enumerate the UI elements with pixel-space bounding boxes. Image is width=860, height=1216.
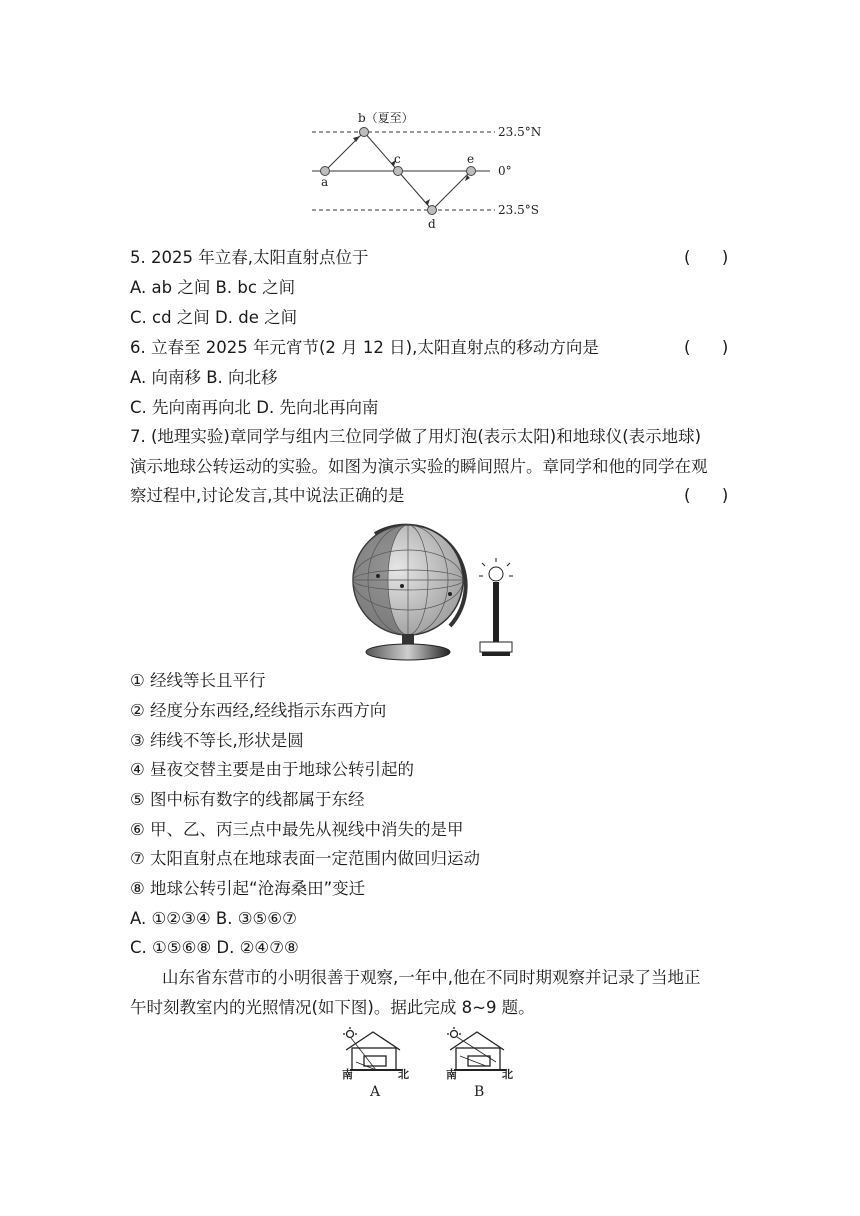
q5-stem: 5. 2025 年立春,太阳直射点位于 xyxy=(130,248,369,267)
q6-options-cd: C. 先向南再向北 D. 先向北再向南 xyxy=(130,398,379,417)
point-b xyxy=(360,128,369,137)
classroom-light-diagram xyxy=(336,1026,526,1102)
q7-statement-7: ⑦ 太阳直射点在地球表面一定范围内做回归运动 xyxy=(130,849,481,868)
q6-stem: 6. 立春至 2025 年元宵节(2 月 12 日),太阳直射点的移动方向是 xyxy=(130,338,599,357)
q7-statement-1: ① 经线等长且平行 xyxy=(130,671,266,690)
globe-lamp-photo xyxy=(340,516,530,664)
lat-equator-label: 0° xyxy=(498,164,512,178)
house-a-north: 北 xyxy=(398,1068,409,1081)
globe-base xyxy=(366,644,450,660)
lamp xyxy=(479,558,513,581)
q7-statement-4: ④ 昼夜交替主要是由于地球公转引起的 xyxy=(130,760,415,779)
globe-point-3 xyxy=(448,592,452,596)
q5-options-ab: A. ab 之间 B. bc 之间 xyxy=(130,278,296,297)
q6-options-ab: A. 向南移 B. 向北移 xyxy=(130,368,278,387)
intro-8-9-line2: 午时刻教室内的光照情况(如下图)。据此完成 8~9 题。 xyxy=(130,998,535,1017)
q7-statement-2: ② 经度分东西经,经线指示东西方向 xyxy=(130,701,387,720)
house-a-south: 南 xyxy=(342,1068,353,1081)
q7-statement-5: ⑤ 图中标有数字的线都属于东经 xyxy=(130,790,365,809)
q7-stem-line3: 察过程中,讨论发言,其中说法正确的是 xyxy=(130,486,405,505)
lamp-pole xyxy=(493,582,499,642)
house-b-label: B xyxy=(474,1084,485,1100)
label-a: a xyxy=(321,175,329,189)
q7-statement-3: ③ 纬线不等长,形状是圆 xyxy=(130,731,304,750)
point-d xyxy=(428,206,437,215)
label-e: e xyxy=(467,152,475,166)
q5-answer-paren: ( ) xyxy=(684,248,729,267)
path-d-e xyxy=(432,171,471,210)
path-b-c xyxy=(364,132,398,171)
house-a-label: A xyxy=(370,1084,381,1100)
house-b xyxy=(447,1027,506,1070)
label-b: b（夏至） xyxy=(358,111,414,125)
q7-stem-line2: 演示地球公转运动的实验。如图为演示实验的瞬间照片。章同学和他的同学在观 xyxy=(130,457,708,476)
lamp-base xyxy=(480,642,512,652)
lat-north-label: 23.5°N xyxy=(498,125,542,139)
globe-point-1 xyxy=(376,574,380,578)
path-c-d xyxy=(398,171,432,210)
q7-stem-line1: 7. (地理实验)章同学与组内三位同学做了用灯泡(表示太阳)和地球仪(表示地球) xyxy=(130,427,702,446)
q7-options-cd: C. ①⑤⑥⑧ D. ②④⑦⑧ xyxy=(130,938,299,957)
globe-point-2 xyxy=(400,584,404,588)
house-a xyxy=(343,1027,402,1070)
q7-statement-6: ⑥ 甲、乙、丙三点中最先从视线中消失的是甲 xyxy=(130,820,464,839)
intro-8-9-line1: 山东省东营市的小明很善于观察,一年中,他在不同时期观察并记录了当地正 xyxy=(162,968,701,987)
q6-answer-paren: ( ) xyxy=(684,338,729,357)
q7-options-ab: A. ①②③④ B. ③⑤⑥⑦ xyxy=(130,909,297,928)
q5-options-cd: C. cd 之间 D. de 之间 xyxy=(130,308,298,327)
q7-answer-paren: ( ) xyxy=(684,486,729,505)
label-c: c xyxy=(394,152,401,166)
point-e xyxy=(467,167,476,176)
point-c xyxy=(394,167,403,176)
house-b-north: 北 xyxy=(502,1068,513,1081)
house-b-south: 南 xyxy=(446,1068,457,1081)
orbit-diagram xyxy=(300,108,570,232)
label-d: d xyxy=(428,217,436,231)
q7-statement-8: ⑧ 地球公转引起“沧海桑田”变迁 xyxy=(130,879,366,898)
lat-south-label: 23.5°S xyxy=(498,203,539,217)
